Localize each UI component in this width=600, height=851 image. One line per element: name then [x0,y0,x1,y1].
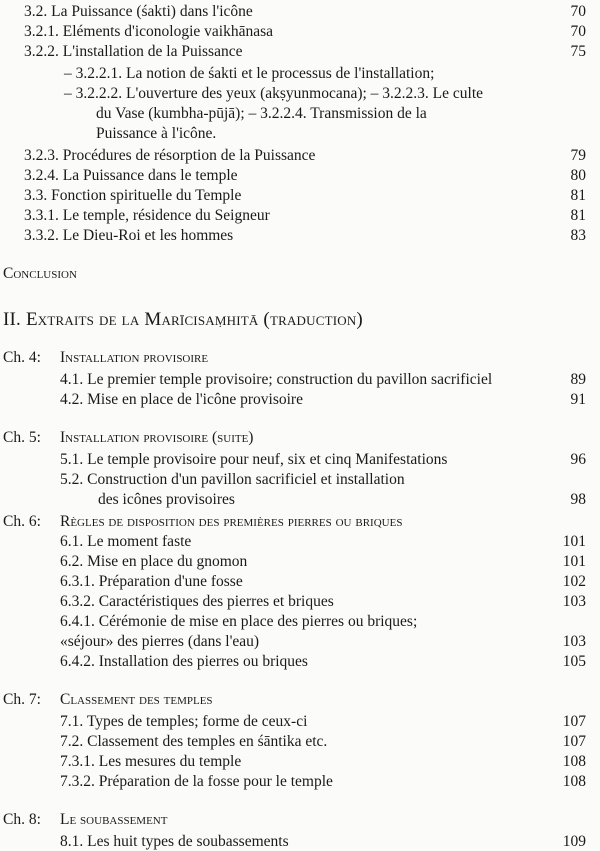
toc-entry: 5.2. Construction d'un pavillon sacrificiel et installation [60,471,405,488]
toc-entry: 7.1. Types de temples; forme de ceux-ci [60,713,308,730]
page-number: 109 [562,833,586,850]
toc-entry: 7.3.1. Les mesures du temple [60,753,242,770]
toc-entry: «séjour» des pierres (dans l'eau) [60,633,260,650]
conclusion-heading: Conclusion [3,265,77,282]
toc-entry: 6.4.1. Cérémonie de mise en place des pierres ou briques; [60,613,418,630]
page-number: 105 [562,653,586,670]
page-number: 81 [570,207,586,224]
chapter-label: Ch. 4: [3,349,41,366]
toc-subentry: – 3.2.2.1. La notion de śakti et le processus de l'installation; [64,65,435,82]
page-number: 101 [562,553,586,570]
page-number: 107 [562,713,586,730]
toc-entry: des icônes provisoires [98,491,235,508]
toc-entry: 3.2.1. Eléments d'iconologie vaikhānasa [24,23,274,40]
page-number: 70 [570,23,586,40]
toc-entry: 5.1. Le temple provisoire pour neuf, six et cinq Manifestations [60,451,448,468]
chapter-title: Installation provisoire [60,349,209,366]
toc-entry: 7.2. Classement des temples en śāntika etc. [60,733,328,750]
page-number: 79 [570,147,586,164]
part-heading: II. Extraits de la Marīcisaṃhitā (traduction) [3,309,363,330]
page-number: 103 [562,593,586,610]
page-number: 107 [562,733,586,750]
toc-entry: 8.1. Les huit types de soubassements [60,833,289,850]
chapter-label: Ch. 7: [3,691,41,708]
toc-entry: 3.2.3. Procédures de résorption de la Puissance [24,147,316,164]
toc-entry: 3.3.1. Le temple, résidence du Seigneur [24,207,270,224]
chapter-label: Ch. 6: [3,513,41,530]
page-number: 89 [570,371,586,388]
page-number: 81 [570,187,586,204]
page-number: 101 [562,533,586,550]
toc-entry: 3.2.4. La Puissance dans le temple [24,167,238,184]
toc-entry: 6.4.2. Installation des pierres ou briques [60,653,308,670]
page-number: 75 [570,43,586,60]
page-number: 80 [570,167,586,184]
chapter-title: Le soubassement [60,811,168,828]
toc-entry: 6.2. Mise en place du gnomon [60,553,248,570]
page-number: 98 [570,491,586,508]
page-number: 83 [570,227,586,244]
toc-entry: 4.1. Le premier temple provisoire; construction du pavillon sacrificiel [60,371,493,388]
page-number: 108 [562,753,586,770]
toc-entry: 3.3. Fonction spirituelle du Temple [24,187,242,204]
toc-subentry: Puissance à l'icône. [96,125,217,142]
chapter-title: Règles de disposition des premières pierres ou briques [60,513,403,530]
page-number: 96 [570,451,586,468]
page-number: 108 [562,773,586,790]
chapter-label: Ch. 5: [3,429,41,446]
toc-subentry: – 3.2.2.2. L'ouverture des yeux (akṣyunmocana); – 3.2.2.3. Le culte [64,85,484,102]
toc-entry: 7.3.2. Préparation de la fosse pour le temple [60,773,333,790]
chapter-title: Installation provisoire (suite) [60,429,254,446]
toc-entry: 3.3.2. Le Dieu-Roi et les hommes [24,227,234,244]
page-number: 91 [570,391,586,408]
toc-entry: 6.3.2. Caractéristiques des pierres et briques [60,593,334,610]
page-number: 103 [562,633,586,650]
toc-entry: 3.2.2. L'installation de la Puissance [24,43,243,60]
page-number: 102 [562,573,586,590]
toc-entry: 4.2. Mise en place de l'icône provisoire [60,391,303,408]
toc-subentry: du Vase (kumbha-pūjā); – 3.2.2.4. Transmission de la [96,105,427,122]
toc-entry: 6.1. Le moment faste [60,533,192,550]
page-number: 70 [570,3,586,20]
toc-entry: 6.3.1. Préparation d'une fosse [60,573,243,590]
chapter-title: Classement des temples [60,691,213,708]
toc-entry: 3.2. La Puissance (śakti) dans l'icône [24,3,253,20]
chapter-label: Ch. 8: [3,811,41,828]
